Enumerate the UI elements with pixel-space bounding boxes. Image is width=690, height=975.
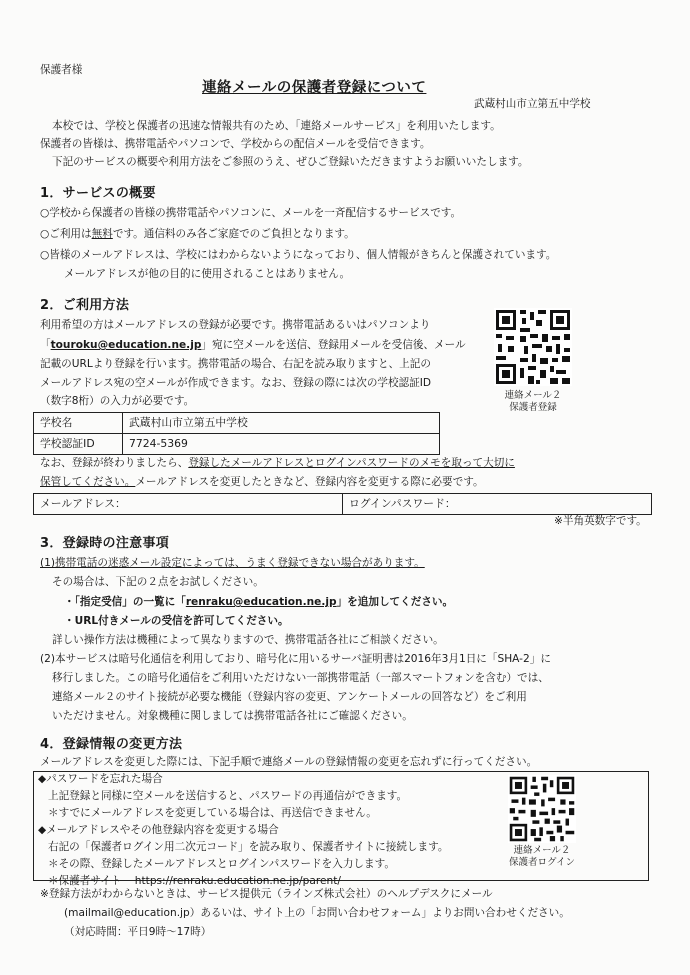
caution-bullet-2: ・URL付きメールの受信を許可してください。 xyxy=(64,615,289,627)
school-info-table xyxy=(33,412,440,455)
usage-line-1: 利用希望の方はメールアドレスの登録が必要です。携帯電話あるいはパソコンより xyxy=(40,319,431,331)
intro-line-2: 保護者の皆様は、携帯電話やパソコンで、学校からの配信メールを受信できます。 xyxy=(40,138,431,150)
memo-password-field[interactable]: ログインパスワード： xyxy=(349,497,456,510)
section1-item-2-post: です。通信料のみ各ご家庭でのご負担となります。 xyxy=(112,228,355,240)
after-registration-line-2 xyxy=(40,475,484,490)
caution-2d: いただけません。対象機種に関しましては携帯電話各社にご確認ください。 xyxy=(52,710,413,722)
intro-line-1: 本校では、学校と保護者の迅速な情報共有のため、「連絡メールサービス」を利用いたします。 xyxy=(52,120,501,132)
registration-qr-code[interactable] xyxy=(494,308,572,386)
section1-item-3b: メールアドレスが他の目的に使用されることはありません。 xyxy=(64,268,351,280)
change-info-step: 右記の「保護者ログイン用二次元コード」を読み取り、保護者サイトに接続します。 xyxy=(48,841,449,853)
after-registration-post: メールアドレスを変更したときなど、登録内容を変更する際に必要です。 xyxy=(135,476,484,488)
caution-2: (2)本サービスは暗号化通信を利用しており、暗号化に用いるサーバ証明書は2016年3月1日に「SHA-2」に xyxy=(40,653,551,665)
recipient: 保護者様 xyxy=(40,64,83,76)
section1-heading: 1．サービスの概要 xyxy=(40,186,156,201)
forgot-password-step: 上記登録と同様に空メールを送信すると、パスワードの再通信ができます。 xyxy=(48,790,408,802)
caution-2b: 移行しました。この暗号化通信をご利用いただけない一部携帯電話（一部スマートフォンを含む）では、 xyxy=(52,672,549,684)
login-qr-caption xyxy=(498,845,586,869)
school-name-label: 学校名 xyxy=(34,413,123,434)
caution-2c: 連絡メール２のサイト接続が必要な機能（登録内容の変更、アンケートメールの回答など）をご利用 xyxy=(52,691,527,703)
caution-bullet-1-pre: ・「指定受信」の一覧に「 xyxy=(64,596,186,608)
table-row xyxy=(34,434,440,455)
memo-email-field[interactable]: メールアドレス： xyxy=(34,494,343,514)
caution-1: (1)携帯電話の迷惑メール設定によっては、うまく登録できない場合があります。 xyxy=(40,557,425,569)
qr-code-graphic-2 xyxy=(508,775,576,843)
after-registration-underlined-2: 保管してください。 xyxy=(40,476,136,488)
section1-item-3: ○皆様のメールアドレスは、学校にはわからないようになっており、個人情報がきちんと保護されています。 xyxy=(40,249,557,261)
after-registration-pre: なお、登録が終わりましたら、 xyxy=(40,457,189,469)
memo-box xyxy=(33,493,652,515)
caution-bullet-1 xyxy=(64,595,453,610)
registration-qr-caption-1: 連絡メール２ xyxy=(504,390,562,401)
footer-line-3: （対応時間：平日9時～17時） xyxy=(64,926,212,938)
usage-line-3: 記載のURLより登録を行います。携帯電話の場合、右記を読み取りますと、上記の xyxy=(40,358,431,370)
forgot-password-heading: ◆パスワードを忘れた場合 xyxy=(38,773,163,785)
sender-email: renraku@education.ne.jp xyxy=(185,596,337,608)
change-info-heading: ◆メールアドレスやその他登録内容を変更する場合 xyxy=(38,824,279,836)
school-name: 武蔵村山市立第五中学校 xyxy=(474,98,591,110)
parent-site-url[interactable]: https://renraku.education.ne.jp/parent/ xyxy=(134,875,341,887)
caution-1b: その場合は、下記の２点をお試しください。 xyxy=(52,576,264,588)
intro-line-3: 下記のサービスの概要や利用方法をご参照のうえ、ぜひご登録いただきますようお願いいたします。 xyxy=(52,156,529,168)
page-title: 連絡メールの保護者登録について xyxy=(202,80,427,96)
table-row xyxy=(34,413,440,434)
footer-line-2: (mailmail@education.jp）あるいは、サイト上の「お問い合わせフォーム」よりお問い合わせください。 xyxy=(64,907,570,919)
section1-item-2-pre: ○ご利用は xyxy=(40,228,92,240)
school-id-value: 7724-5369 xyxy=(123,434,440,455)
footer-line-1: ※登録方法がわからないときは、サービス提供元（ラインズ株式会社）のヘルプデスクにメール xyxy=(40,888,493,900)
login-qr-code[interactable] xyxy=(508,775,576,843)
change-intro: メールアドレスを変更した際には、下記手順で連絡メールの登録情報の変更を忘れずに行ってください。 xyxy=(40,756,538,768)
register-email-link[interactable]: touroku@education.ne.jp xyxy=(50,339,202,351)
section1-item-1: ○学校から保護者の皆様の携帯電話やパソコンに、メールを一斉配信するサービスです。 xyxy=(40,207,462,219)
memo-note: ※半角英数字です。 xyxy=(554,515,647,527)
forgot-password-note: ＊すでにメールアドレスを変更している場合は、再送信できません。 xyxy=(48,807,377,819)
after-registration-underlined: 登録したメールアドレスとログインパスワードのメモを取って大切に xyxy=(188,457,515,469)
registration-qr-caption xyxy=(494,390,572,414)
login-qr-caption-1: 連絡メール２ xyxy=(513,845,571,856)
qr-code-graphic-1 xyxy=(494,308,572,386)
login-qr-caption-2: 保護者ログイン xyxy=(508,856,576,868)
section3-heading: 3．登録時の注意事項 xyxy=(40,536,170,551)
usage-line-2-post: 」宛に空メールを送信、登録用メールを受信後、メール xyxy=(201,339,466,351)
school-name-value: 武蔵村山市立第五中学校 xyxy=(123,413,440,434)
usage-line-5: （数字8桁）の入力が必要です。 xyxy=(40,395,195,407)
free-label: 無料 xyxy=(91,228,113,240)
section1-item-2 xyxy=(40,227,355,242)
usage-line-2 xyxy=(40,338,466,353)
caution-1c: 詳しい操作方法は機種によって異なりますので、携帯電話各社にご相談ください。 xyxy=(52,634,444,646)
section4-heading: 4．登録情報の変更方法 xyxy=(40,737,183,752)
usage-line-2-pre: 「 xyxy=(40,339,51,351)
usage-line-4: メールアドレス宛の空メールが作成できます。なお、登録の際には次の学校認証ID xyxy=(40,377,432,389)
change-info-note: ＊その際、登録したメールアドレスとログインパスワードを入力します。 xyxy=(48,858,395,870)
school-id-label: 学校認証ID xyxy=(34,434,123,455)
caution-bullet-1-post: 」を追加してください。 xyxy=(336,596,454,608)
after-registration-line-1 xyxy=(40,456,515,471)
parent-site-label: ＊保護者サイト xyxy=(48,875,122,887)
registration-qr-caption-2: 保護者登録 xyxy=(509,401,557,413)
section2-heading: 2．ご利用方法 xyxy=(40,298,130,313)
